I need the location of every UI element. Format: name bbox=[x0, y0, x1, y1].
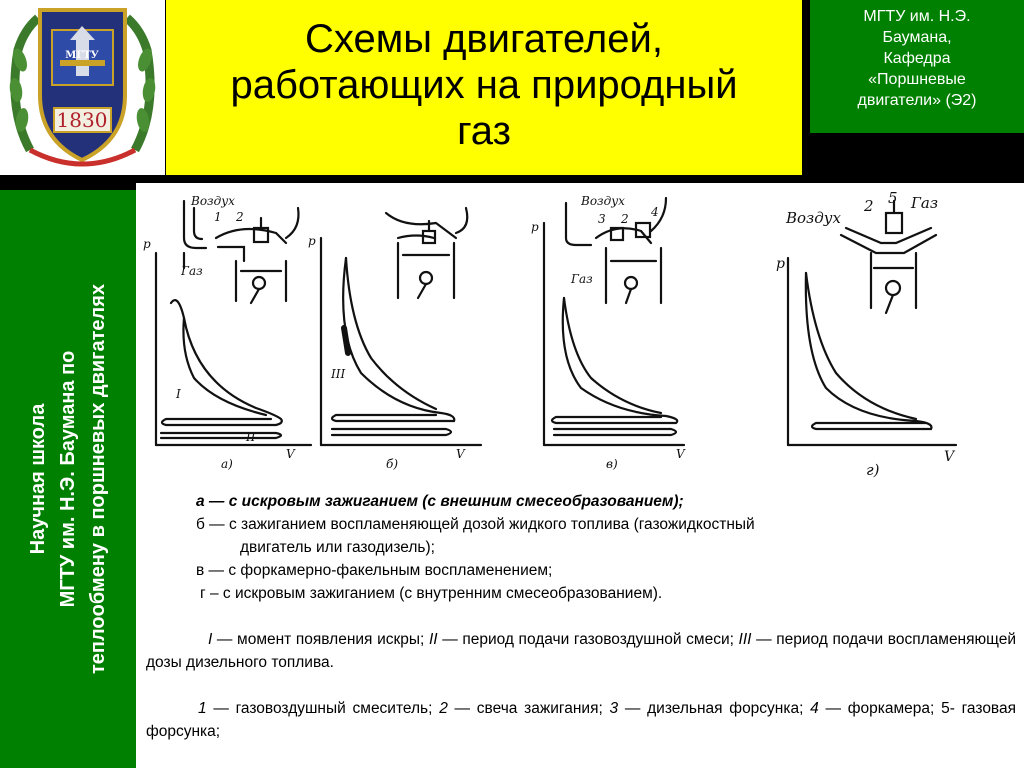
caption-a: а — с искровым зажиганием (с внешним смесеобразованием); bbox=[196, 493, 684, 510]
department-line: двигатели» (Э2) bbox=[857, 92, 977, 109]
number-2-c: 2 bbox=[621, 212, 629, 226]
scheme-c bbox=[544, 198, 684, 445]
roman-2-label: II bbox=[246, 430, 256, 444]
scheme-c-label: в) bbox=[606, 457, 618, 471]
legend-roman-3: III bbox=[738, 631, 752, 648]
number-2-a: 2 bbox=[236, 210, 244, 224]
scheme-b-label: б) bbox=[386, 457, 399, 471]
air-label-c: Воздух bbox=[581, 194, 625, 208]
legend-roman-2: II bbox=[428, 631, 438, 648]
p-axis-label-a: p bbox=[143, 237, 151, 251]
number-5-d: 5 bbox=[888, 189, 898, 207]
title-banner bbox=[166, 0, 802, 175]
air-label-a: Воздух bbox=[191, 194, 235, 208]
university-emblem bbox=[0, 0, 165, 175]
scheme-b bbox=[321, 208, 481, 445]
gas-label-a: Газ bbox=[181, 264, 203, 278]
number-2-d: 2 bbox=[864, 197, 874, 215]
gas-label-c: Газ bbox=[571, 272, 593, 286]
department-box bbox=[810, 0, 1024, 133]
caption-c: в — с форкамерно-факельным воспламенением; bbox=[196, 562, 553, 579]
legend-roman-3-text: — период подачи воспламеняющей дозы дизельного топлива. bbox=[146, 631, 1016, 671]
legend-number-2: 2 bbox=[439, 700, 448, 717]
legend-numbers bbox=[146, 697, 1016, 743]
caption-b-line1: б — с зажиганием воспламеняющей дозой жидкого топлива (газожидкостный bbox=[196, 516, 755, 533]
p-axis-label-b: p bbox=[308, 234, 316, 248]
department-line: «Поршневые bbox=[868, 71, 966, 88]
legend-number-1: 1 bbox=[198, 700, 207, 717]
legend-number-3-text: — дизельная форсунка; bbox=[618, 700, 811, 717]
gas-label-d: Газ bbox=[911, 194, 939, 212]
v-axis-label-a: V bbox=[286, 447, 295, 461]
scheme-d-label: г) bbox=[866, 461, 880, 479]
v-axis-label-c: V bbox=[676, 447, 685, 461]
number-4-c: 4 bbox=[651, 205, 659, 219]
v-axis-label-b: V bbox=[456, 447, 465, 461]
p-axis-label-c: p bbox=[531, 220, 539, 234]
air-label-d: Воздух bbox=[786, 209, 841, 227]
scheme-a bbox=[156, 201, 311, 445]
roman-1-label: I bbox=[176, 387, 181, 401]
legend-roman-2-text: — период подачи газовоздушной смеси; bbox=[437, 631, 739, 648]
emblem-graphic bbox=[0, 0, 165, 175]
legend-number-3: 3 bbox=[609, 700, 619, 717]
engine-schemes-figure bbox=[136, 183, 1024, 485]
caption-b-line2: двигатель или газодизель); bbox=[240, 539, 435, 556]
legend-roman-1-text: — момент появления искры; bbox=[212, 631, 429, 648]
emblem-year: 1830 bbox=[56, 108, 108, 132]
scheme-a-label: а) bbox=[221, 457, 233, 471]
legend-number-1-text: — газовоздушный смеситель; bbox=[206, 700, 440, 717]
p-axis-label-d: p bbox=[776, 256, 785, 272]
slide-title: Схемы двигателей, работающих на природный газ bbox=[230, 16, 738, 153]
caption-d: г – с искровым зажиганием (с внутренним смесеобразованием). bbox=[200, 585, 663, 602]
legend-roman bbox=[146, 628, 1016, 674]
number-3-c: 3 bbox=[598, 212, 606, 226]
legend-number-4-text: — форкамера; 5- газовая форсунка; bbox=[146, 700, 1017, 740]
engine-schemes-drawing bbox=[136, 183, 1024, 485]
department-line: Кафедра bbox=[883, 50, 951, 67]
roman-3-label: III bbox=[331, 367, 346, 381]
emblem-letters: МГТУ bbox=[65, 50, 99, 61]
legend-roman-1: I bbox=[208, 631, 213, 648]
side-banner bbox=[0, 190, 136, 768]
scheme-d bbox=[788, 201, 956, 445]
figure-caption bbox=[146, 490, 1016, 743]
department-line: МГТУ им. Н.Э. bbox=[863, 8, 971, 25]
legend-number-4: 4 bbox=[810, 700, 819, 717]
legend-number-2-text: — свеча зажигания; bbox=[447, 700, 610, 717]
side-banner-text: Научная школа МГТУ им. Н.Э. Баумана по теплообмену в поршневых двигателях bbox=[27, 283, 109, 675]
v-axis-label-d: V bbox=[944, 449, 955, 465]
number-1-a: 1 bbox=[214, 210, 222, 224]
department-line: Баумана, bbox=[882, 29, 952, 46]
